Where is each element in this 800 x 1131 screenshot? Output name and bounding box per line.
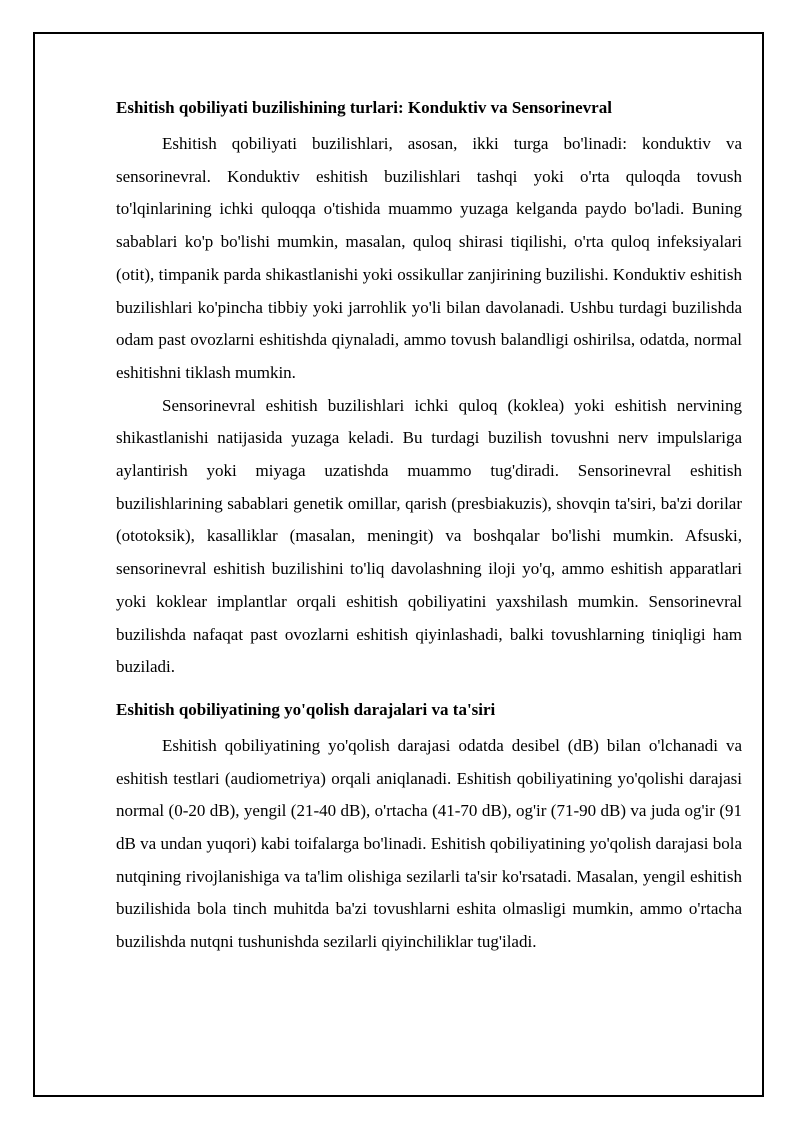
paragraph-degrees: Eshitish qobiliyatining yo'qolish darajasi odatda desibel (dB) bilan o'lchanadi va eshitish testlari (audiometriya) orqali aniqlanadi. Eshitish qobiliyatining yo'qolishi darajasi normal (0-20 dB), yengil (21-40 dB), o'rtacha (41-70 dB), og'ir (71-90 dB) va juda og'ir (91 dB va undan yuqori) kabi toifalarga bo'linadi. Eshitish qobiliyatining yo'qolish darajasi bola nutqining rivojlanishiga va ta'lim olishiga sezilarli ta'sir ko'rsatadi. Masalan, yengil eshitish buzilishida bola tinch muhitda ba'zi tovushlarni eshita olmasligi mumkin, ammo o'rtacha buzilishda nutqni tushunishda sezilarli qiyinchiliklar tug'iladi.: [116, 735, 742, 952]
document-body: [116, 96, 742, 959]
section-heading-types: Eshitish qobiliyati buzilishining turlari: Konduktiv va Sensorinevral: [116, 98, 612, 117]
paragraph-sensorineural: Sensorinevral eshitish buzilishlari ichki quloq (koklea) yoki eshitish nervining shikastlanishi natijasida yuzaga keladi. Bu turdagi buzilish tovushni nerv impulslariga aylantirish yoki miyaga uzatishda muammo tug'diradi. Sensorinevral eshitish buzilishlarining sabablari genetik omillar, qarish (presbiakuzis), shovqin ta'siri, ba'zi dorilar (ototoksik), kasalliklar (masalan, meningit) va boshqalar bo'lishi mumkin. Afsuski, sensorinevral eshitish buzilishini to'liq davolashning iloji yo'q, ammo eshitish apparatlari yoki koklear implantlar orqali eshitish qobiliyatini yaxshilash mumkin. Sensorinevral buzilishda nafaqat past ovozlarni eshitish qiyinlashadi, balki tovushlarning tiniqligi ham buziladi.: [116, 395, 742, 677]
paragraph-conductive: Eshitish qobiliyati buzilishlari, asosan, ikki turga bo'linadi: konduktiv va sensorinevral. Konduktiv eshitish buzilishlari tashqi yoki o'rta quloqda tovush to'lqinlarining ichki quloqqa o'tishida muammo yuzaga kelganda paydo bo'ladi. Buning sabablari ko'p bo'lishi mumkin, masalan, quloq shirasi tiqilishi, o'rta quloq infeksiyalari (otit), timpanik parda shikastlanishi yoki ossikullar zanjirining buzilishi. Konduktiv eshitish buzilishlari ko'pincha tibbiy yoki jarrohlik yo'li bilan davolanadi. Ushbu turdagi buzilishda odam past ovozlarni eshitishda qiynaladi, ammo tovush balandligi oshirilsa, odatda, normal eshitishni tiklash mumkin.: [116, 134, 742, 382]
section-heading-degrees: Eshitish qobiliyatining yo'qolish darajalari va ta'siri: [116, 699, 496, 719]
